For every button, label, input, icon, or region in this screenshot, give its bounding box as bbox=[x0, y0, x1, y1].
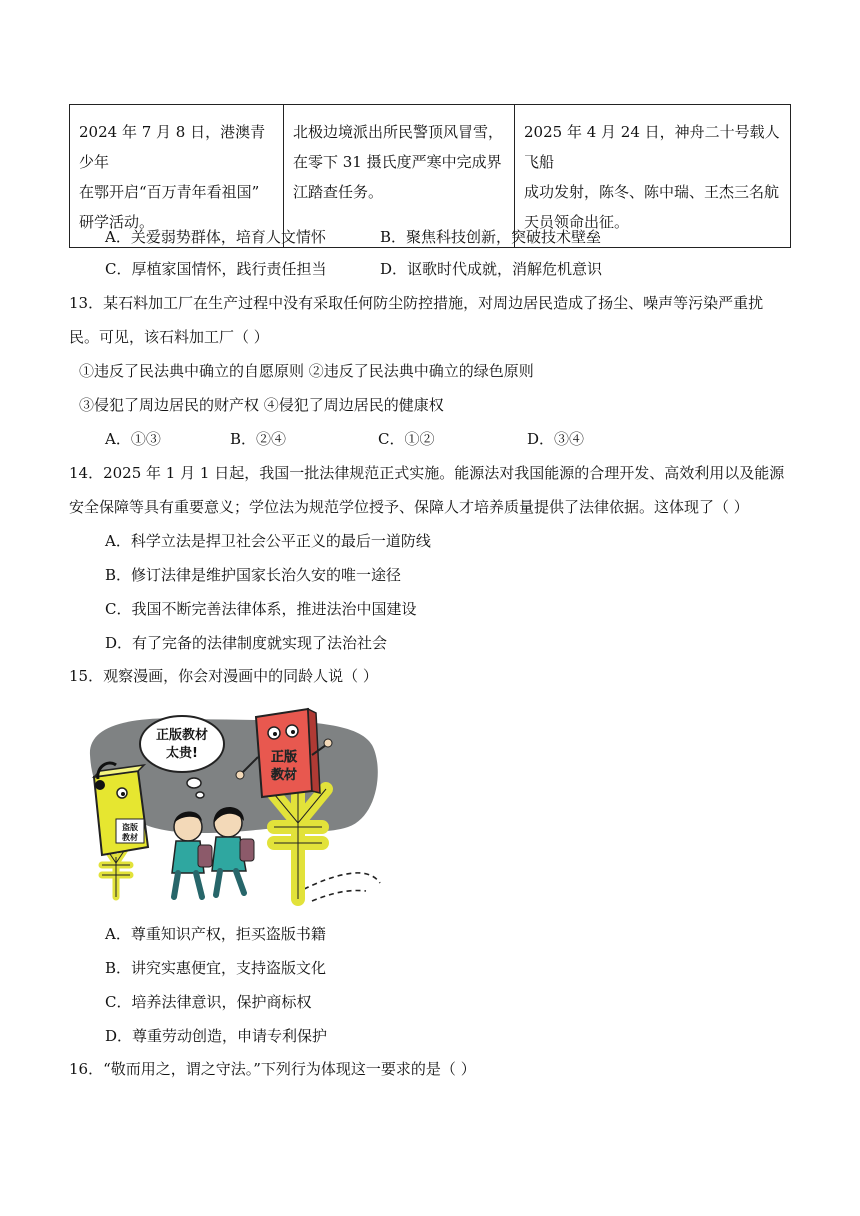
event-cell-shenzhou-launch: 2025 年 4 月 24 日，神舟二十号载人飞船 成功发射，陈冬、陈中瑞、王杰三名航 天员领命出征。 bbox=[515, 105, 791, 248]
pirated-label-line1: 盗版 bbox=[122, 823, 138, 832]
q14-stem-line1: 14．2025 年 1 月 1 日起，我国一批法律规范正式实施。能源法对我国能源的合理开发、高效利用以及能源 bbox=[69, 464, 785, 482]
q15-option-c[interactable]: C．培养法律意识，保护商标权 bbox=[105, 993, 312, 1011]
event-cell-hk-macao-youth: 2024 年 7 月 8 日，港澳青少年 在鄂开启“百万青年看祖国” 研学活动。 bbox=[70, 105, 284, 248]
q14-stem-line2: 安全保障等具有重要意义；学位法为规范学位授予、保障人才培养质量提供了法律依据。这体现了（ ） bbox=[69, 498, 749, 516]
q13-statements-line1: ①违反了民法典中确立的自愿原则 ②违反了民法典中确立的绿色原则 bbox=[79, 362, 534, 380]
bubble-text-line2: 太贵! bbox=[166, 746, 198, 761]
speech-bubble bbox=[140, 716, 224, 772]
q13-statements-line2: ③侵犯了周边居民的财产权 ④侵犯了周边居民的健康权 bbox=[79, 396, 444, 414]
q12-option-a[interactable]: A．关爱弱势群体，培育人文情怀 bbox=[105, 228, 326, 246]
q14-option-b[interactable]: B．修订法律是维护国家长治久安的唯一途径 bbox=[105, 566, 402, 584]
q14-option-d[interactable]: D．有了完备的法律制度就实现了法治社会 bbox=[105, 634, 388, 652]
q13-option-c[interactable]: C．①② bbox=[378, 430, 435, 448]
event-cell-border-police: 北极边境派出所民警顶风冒雪， 在零下 31 摄氏度严寒中完成界 江踏查任务。 bbox=[284, 105, 515, 248]
q15-option-b[interactable]: B．讲究实惠便宜，支持盗版文化 bbox=[105, 959, 327, 977]
bubble-tail-dot bbox=[187, 778, 201, 788]
dashed-footpath bbox=[296, 873, 380, 893]
pirated-book-figure bbox=[94, 763, 148, 897]
q14-option-a[interactable]: A．科学立法是捍卫社会公平正义的最后一道防线 bbox=[105, 532, 431, 550]
q15-option-a[interactable]: A．尊重知识产权，拒买盗版书籍 bbox=[105, 925, 326, 943]
q15-stem: 15．观察漫画，你会对漫画中的同龄人说（ ） bbox=[69, 667, 378, 685]
dashed-footpath-2 bbox=[312, 890, 366, 901]
q14-option-c[interactable]: C．我国不断完善法律体系，推进法治中国建设 bbox=[105, 600, 417, 618]
q15-option-d[interactable]: D．尊重劳动创造，申请专利保护 bbox=[105, 1027, 328, 1045]
bubble-text-line1: 正版教材 bbox=[155, 728, 209, 743]
q12-option-b[interactable]: B．聚焦科技创新，突破技术壁垒 bbox=[380, 228, 602, 246]
pirated-label-line2: 教材 bbox=[122, 833, 138, 842]
q12-option-c[interactable]: C．厚植家国情怀，践行责任担当 bbox=[105, 260, 327, 278]
bubble-tail-dot-small bbox=[196, 792, 204, 798]
piracy-cartoon bbox=[86, 697, 382, 909]
q13-option-d[interactable]: D．③④ bbox=[527, 430, 585, 448]
q12-option-d[interactable]: D．讴歌时代成就，消解危机意识 bbox=[380, 260, 603, 278]
q13-option-a[interactable]: A．①③ bbox=[105, 430, 161, 448]
q16-stem: 16．“敬而用之，谓之守法。”下列行为体现这一要求的是（ ） bbox=[69, 1060, 476, 1078]
genuine-label-line2: 教材 bbox=[270, 768, 298, 783]
q13-stem-line1: 13．某石料加工厂在生产过程中没有采取任何防尘防控措施，对周边居民造成了扬尘、噪声等污染严重扰 bbox=[69, 294, 764, 312]
q13-option-b[interactable]: B．②④ bbox=[230, 430, 287, 448]
q13-stem-line2: 民。可见，该石料加工厂（ ） bbox=[69, 328, 269, 346]
genuine-label-line1: 正版 bbox=[270, 750, 298, 765]
